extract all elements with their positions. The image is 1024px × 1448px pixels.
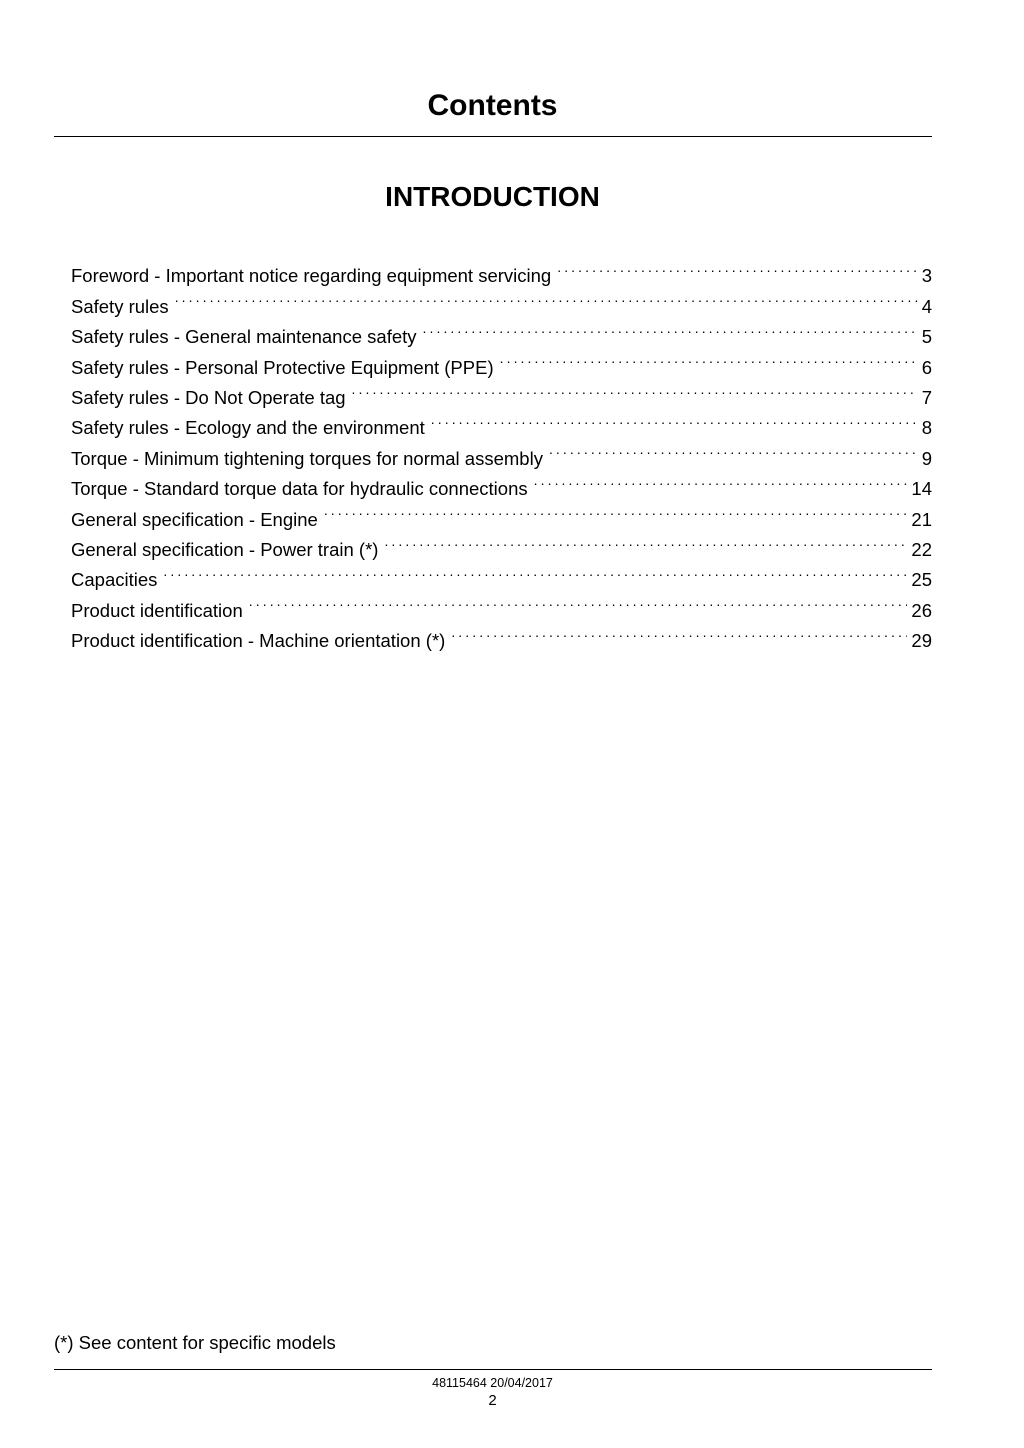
- toc-dot-leader: [352, 374, 918, 404]
- section-title: INTRODUCTION: [385, 181, 600, 212]
- toc-entry-page: 4: [921, 295, 932, 317]
- toc-entry-capacities[interactable]: [71, 556, 932, 591]
- toc-entry-page: 25: [911, 569, 932, 591]
- toc-entry-page: 26: [911, 599, 932, 621]
- document-code: 48115464 20/04/2017: [432, 1376, 553, 1390]
- toc-dot-leader: [249, 586, 908, 616]
- toc-entry-product-identification[interactable]: [71, 586, 932, 621]
- toc-entry-title: General specification - Power train (*): [71, 538, 379, 560]
- toc-entry-title: Safety rules - Ecology and the environment: [71, 417, 425, 439]
- toc-entry-page: 29: [911, 630, 932, 652]
- page-title: Contents: [427, 89, 558, 122]
- footer-divider: [54, 1369, 932, 1370]
- toc-entry-safety-rules[interactable]: [71, 282, 932, 317]
- toc-entry-page: 8: [921, 417, 932, 439]
- page-number: 2: [488, 1392, 497, 1409]
- toc-entry-title: Foreword - Important notice regarding equipment servicing: [71, 265, 552, 287]
- footnote: (*) See content for specific models: [54, 1332, 336, 1353]
- toc-entry-title: General specification - Engine: [71, 508, 318, 530]
- toc-dot-leader: [431, 404, 918, 434]
- toc-entry-title: Torque - Standard torque data for hydraulic connections: [71, 478, 528, 500]
- toc-dot-leader: [549, 434, 918, 464]
- toc-entry-title: Torque - Minimum tightening torques for normal assembly: [71, 447, 543, 469]
- toc-dot-leader: [451, 617, 907, 647]
- toc-entry-foreword[interactable]: [71, 252, 932, 287]
- header-divider: [54, 136, 932, 137]
- toc-entry-title: Safety rules - General maintenance safety: [71, 326, 417, 348]
- toc-entry-title: Safety rules - Personal Protective Equipment (PPE): [71, 356, 494, 378]
- toc-dot-leader: [384, 526, 907, 556]
- toc-entry-title: Safety rules - Do Not Operate tag: [71, 386, 346, 408]
- table-of-contents: [71, 252, 932, 652]
- toc-dot-leader: [500, 343, 918, 373]
- toc-entry-page: 3: [921, 265, 932, 287]
- toc-entry-page: 22: [911, 538, 932, 560]
- toc-entry-page: 21: [911, 508, 932, 530]
- toc-entry-title: Product identification: [71, 599, 243, 621]
- toc-entry-page: 14: [911, 478, 932, 500]
- toc-dot-leader: [324, 495, 908, 525]
- toc-entry-title: Capacities: [71, 569, 158, 591]
- toc-entry-title: Safety rules: [71, 295, 169, 317]
- toc-entry-page: 5: [921, 326, 932, 348]
- toc-entry-page: 6: [921, 356, 932, 378]
- toc-dot-leader: [175, 282, 918, 312]
- toc-entry-page: 7: [921, 386, 932, 408]
- toc-dot-leader: [534, 465, 908, 495]
- toc-entry-general-maintenance-safety[interactable]: [71, 313, 932, 348]
- toc-entry-title: Product identification - Machine orientation (*): [71, 630, 446, 652]
- toc-dot-leader: [163, 556, 907, 586]
- toc-entry-page: 9: [921, 447, 932, 469]
- toc-dot-leader: [557, 252, 917, 282]
- toc-dot-leader: [423, 313, 918, 343]
